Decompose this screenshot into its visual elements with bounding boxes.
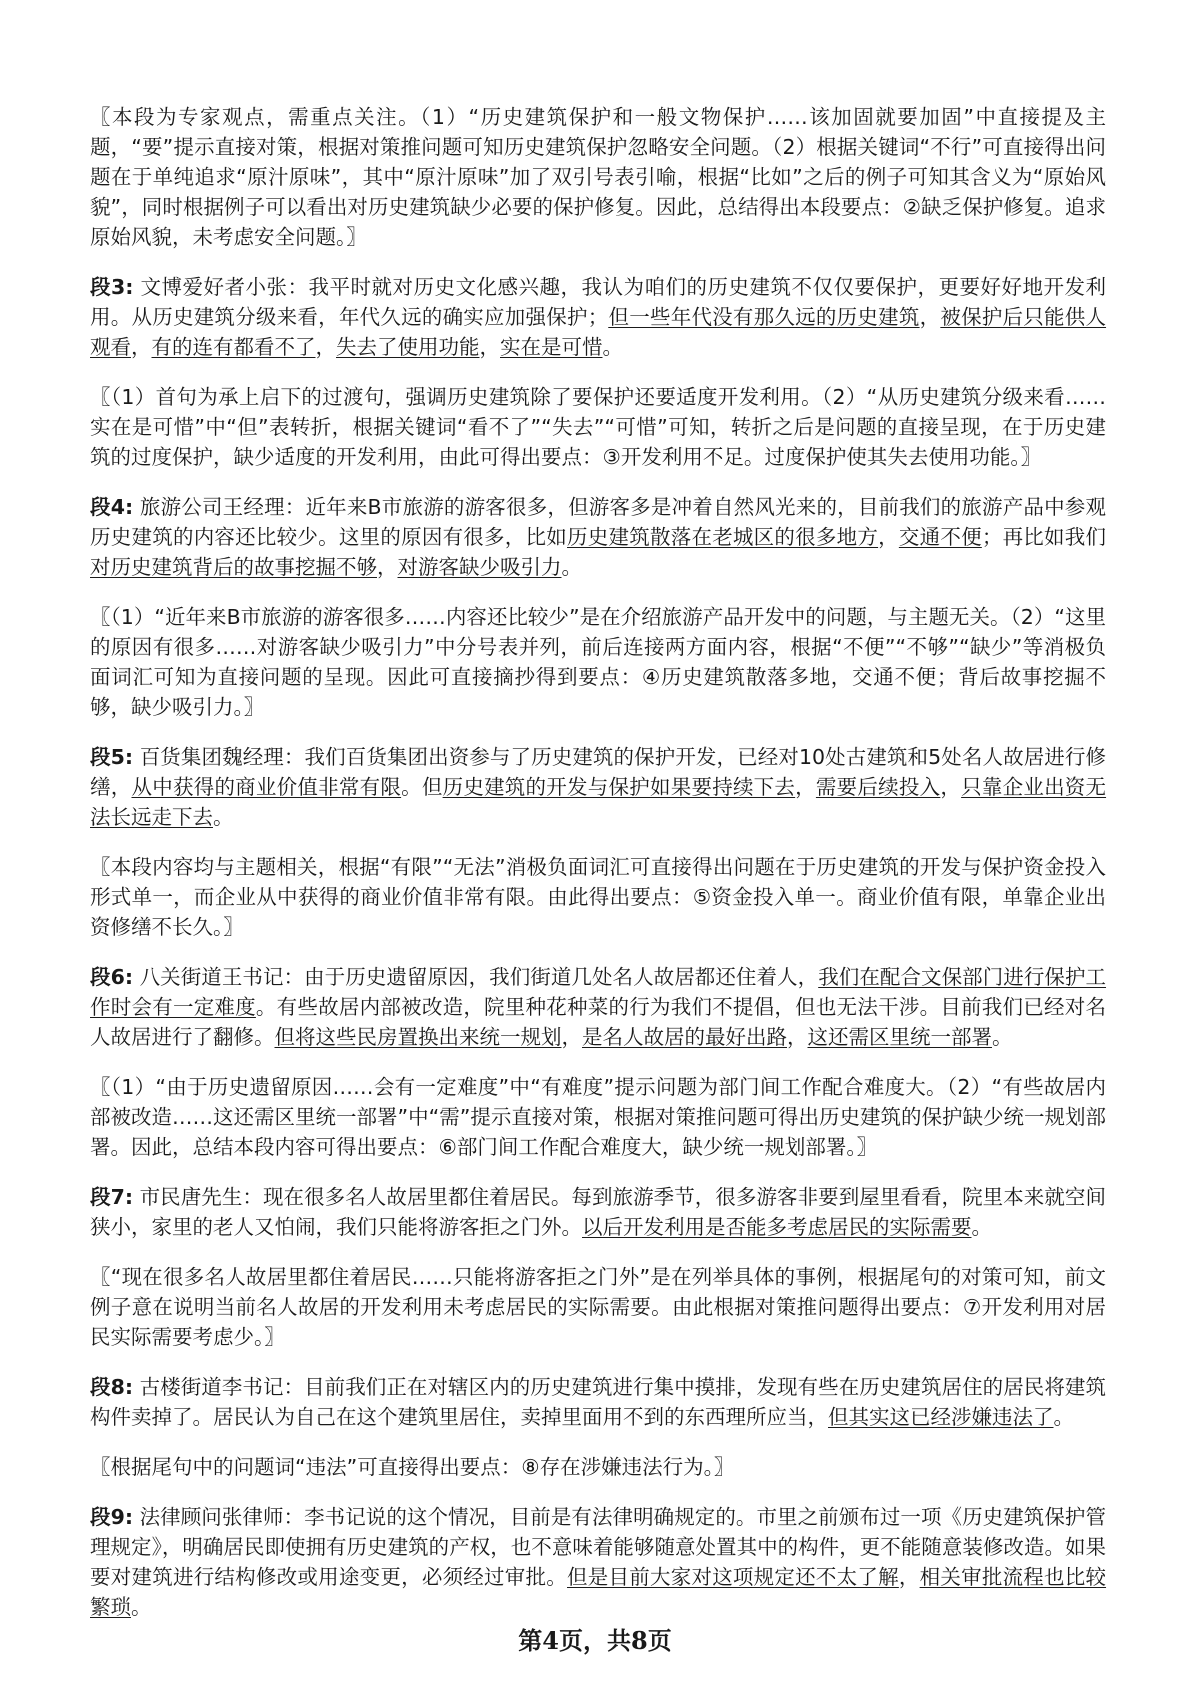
paragraph-text: ， [787,1025,808,1049]
analysis-paragraph [90,102,1106,252]
paragraph-text: ， [795,775,816,799]
material-paragraph [90,1372,1106,1432]
paragraph-text: ， [131,335,152,359]
paragraph-text: 八关街道王书记：由于历史遗留原因，我们街道几处名人故居都还住着人， [133,965,819,989]
paragraph-text: 文博爱好者小张：我平时就对历史文化感兴趣，我认为咱们的历史建筑不仅仅要保护，更要好好地开发利用。从历史建筑分级来看，年代久远的确实应加强保护； [90,275,1106,329]
paragraph-text: 。 [131,1595,152,1619]
analysis-paragraph [90,382,1106,472]
paragraph-label: 段5: [90,745,134,769]
document-body [90,102,1106,1642]
paragraph-text: ， [919,305,941,329]
paragraph-text: 〖本段内容均与主题相关，根据“有限”“无法”消极负面词汇可直接得出问题在于历史建筑的开发与保护资金投入形式单一，而企业从中获得的商业价值非常有限。由此得出要点：⑤资金投入单一。商业价值有限，单靠企业出资修缮不长久。〗 [90,855,1106,939]
paragraph-text: 。 [213,805,234,829]
underlined-text: 但是目前大家对这项规定还不太了解 [567,1565,899,1589]
underlined-text: 失去了使用功能 [336,335,480,359]
paragraph-label: 段4: [90,495,134,519]
underlined-text: 有的连有都看不了 [151,335,316,359]
paragraph-text: ， [898,1565,920,1589]
page-number: 第4页，共8页 [518,1626,672,1655]
paragraph-label: 段9: [90,1505,134,1529]
paragraph-text: ， [479,335,500,359]
underlined-text: 交通不便 [898,525,982,549]
material-paragraph [90,742,1106,832]
paragraph-text: 。 [971,1215,992,1239]
underlined-text: 被保护后只能供人观看 [90,305,1107,359]
underlined-text: 但将这些民房置换出来统一规划 [274,1025,562,1049]
underlined-text: 但一些年代没有那久远的历史建筑 [608,305,920,329]
paragraph-text: 。 [992,1025,1013,1049]
underlined-text: 我们在配合文保部门进行保护工作时会有一定难度 [90,965,1107,1019]
paragraph-text: 〖（1）“近年来B市旅游的游客很多……内容还比较少”是在介绍旅游产品开发中的问题，与主题无关。（2）“这里的原因有很多……对游客缺少吸引力”中分号表并列，前后连接两方面内容，根据“不便”“不够”“缺少”等消极负面词汇可知为直接问题的呈现。因此可直接摘抄得到要点：④历史建筑散落多地，交通不便；背后故事挖掘不够，缺少吸引力。〗 [90,605,1106,719]
paragraph-label: 段8: [90,1375,134,1399]
underlined-text: 但其实这已经涉嫌违法了 [828,1405,1054,1429]
paragraph-text: 百货集团魏经理：我们百货集团出资参与了历史建筑的保护开发，已经对10处古建筑和5处名人故居进行修缮， [90,745,1106,799]
underlined-text: 需要后续投入 [815,775,941,799]
paragraph-text: 〖（1）首句为承上启下的过渡句，强调历史建筑除了要保护还要适度开发利用。（2）“从历史建筑分级来看……实在是可惜”中“但”表转折，根据关键词“看不了”“失去”“可惜”可知，转折之后是问题的直接呈现，在于历史建筑的过度保护，缺少适度的开发利用，由此可得出要点：③开发利用不足。过度保护使其失去使用功能。〗 [90,385,1106,469]
paragraph-text: 。有些故居内部被改造，院里种花种菜的行为我们不提倡，但也无法干涉。目前我们已经对名人故居进行了翻修。 [90,995,1107,1049]
paragraph-text: 。 [602,335,623,359]
paragraph-label: 段6: [90,965,134,989]
paragraph-text: 法律顾问张律师：李书记说的这个情况，目前是有法律明确规定的。市里之前颁布过一项《历史建筑保护管理规定》，明确居民即使拥有历史建筑的产权，也不意味着能够随意处置其中的构件，更不能随意装修改造。如果要对建筑进行结构修改或用途变更，必须经过审批。 [90,1505,1106,1589]
paragraph-text: 。但 [401,775,443,799]
underlined-text: 从中获得的商业价值非常有限 [131,775,402,799]
paragraph-text: 。 [561,555,582,579]
analysis-paragraph [90,852,1106,942]
paragraph-text: 市民唐先生：现在很多名人故居里都住着居民。每到旅游季节，很多游客非要到屋里看看，院里本来就空间狭小，家里的老人又怕闹，我们只能将游客拒之门外。 [90,1185,1106,1239]
paragraph-text: ， [315,335,336,359]
material-paragraph [90,962,1106,1052]
paragraph-text: ， [377,555,398,579]
material-paragraph [90,492,1106,582]
underlined-text: 以后开发利用是否能多考虑居民的实际需要 [582,1215,972,1239]
paragraph-text: ；再比如我们 [981,525,1107,549]
analysis-paragraph [90,1072,1106,1162]
analysis-paragraph [90,1262,1106,1352]
paragraph-text: 旅游公司王经理：近年来B市旅游的游客很多，但游客多是冲着自然风光来的，目前我们的旅游产品中参观历史建筑的内容还比较少。这里的原因有很多，比如 [90,495,1107,549]
underlined-text: 是名人故居的最好出路 [582,1025,787,1049]
underlined-text: 实在是可惜 [500,335,603,359]
material-paragraph [90,1182,1106,1242]
paragraph-text: ， [878,525,899,549]
paragraph-label: 段7: [90,1185,134,1209]
analysis-paragraph [90,1452,1106,1482]
underlined-text: 相关审批流程也比较繁琐 [90,1565,1107,1619]
paragraph-label: 段3: [90,275,134,299]
underlined-text: 这还需区里统一部署 [807,1025,992,1049]
material-paragraph [90,272,1106,362]
underlined-text: 对游客缺少吸引力 [397,555,562,579]
paragraph-text: ， [940,775,962,799]
paragraph-text: 〖“现在很多名人故居里都住着居民……只能将游客拒之门外”是在列举具体的事例，根据尾句的对策可知，前文例子意在说明当前名人故居的开发利用未考虑居民的实际需要。由此根据对策推问题得出要点：⑦开发利用对居民实际需要考虑少。〗 [90,1265,1106,1349]
underlined-text: 历史建筑散落在老城区的很多地方 [567,525,879,549]
paragraph-text: ， [561,1025,582,1049]
paragraph-text: 古楼街道李书记：目前我们正在对辖区内的历史建筑进行集中摸排，发现有些在历史建筑居住的居民将建筑构件卖掉了。居民认为自己在这个建筑里居住，卖掉里面用不到的东西理所应当， [90,1375,1106,1429]
material-paragraph [90,1502,1106,1622]
paragraph-text: 〖根据尾句中的问题词“违法”可直接得出要点：⑧存在涉嫌违法行为。〗 [90,1455,735,1479]
paragraph-text: 〖本段为专家观点，需重点关注。（1）“历史建筑保护和一般文物保护……该加固就要加固”中直接提及主题，“要”提示直接对策，根据对策推问题可知历史建筑保护忽略安全问题。（2）根据关键词“不行”可直接得出问题在于单纯追求“原汁原味”，其中“原汁原味”加了双引号表引喻，根据“比如”之后的例子可知其含义为“原始风貌”，同时根据例子可以看出对历史建筑缺少必要的保护修复。因此，总结得出本段要点：②缺乏保护修复。追求原始风貌，未考虑安全问题。〗 [90,105,1106,249]
analysis-paragraph [90,602,1106,722]
underlined-text: 只靠企业出资无法长远走下去 [90,775,1107,829]
underlined-text: 历史建筑的开发与保护如果要持续下去 [442,775,796,799]
paragraph-text: 。 [1053,1405,1074,1429]
underlined-text: 对历史建筑背后的故事挖掘不够 [90,555,377,579]
paragraph-text: 〖（1）“由于历史遗留原因……会有一定难度”中“有难度”提示问题为部门间工作配合难度大。（2）“有些故居内部被改造……这还需区里统一部署”中“需”提示直接对策，根据对策推问题可得出历史建筑的保护缺少统一规划部署。因此，总结本段内容可得出要点：⑥部门间工作配合难度大，缺少统一规划部署。〗 [90,1075,1106,1159]
